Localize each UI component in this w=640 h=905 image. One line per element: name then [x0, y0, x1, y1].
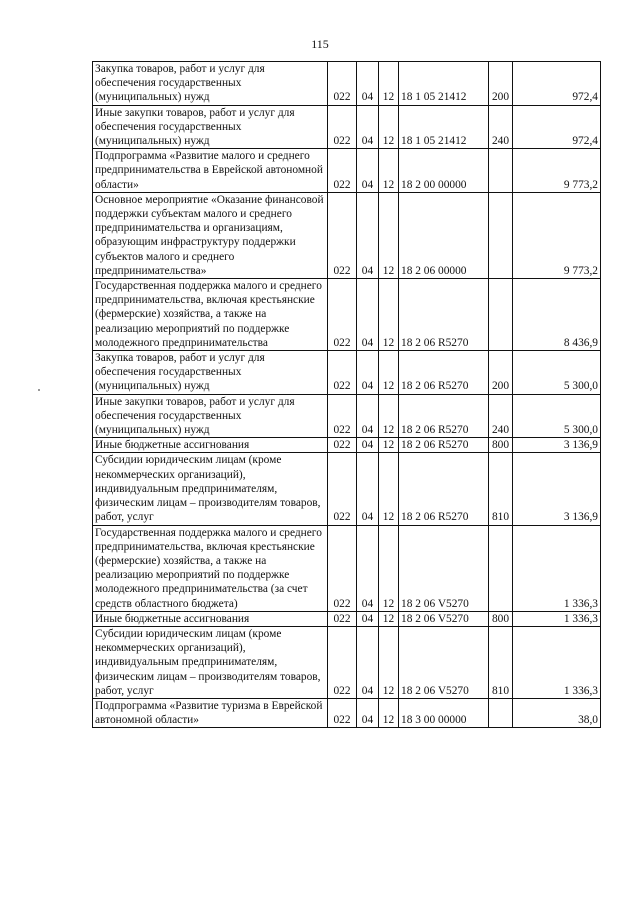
section-code: 04: [357, 192, 379, 278]
table-row: [93, 626, 601, 698]
target-article: 18 2 06 00000: [399, 192, 489, 278]
target-article: 18 2 06 V5270: [399, 525, 489, 611]
ministry-code: 022: [328, 149, 357, 193]
row-name: Иные бюджетные ассигнования: [93, 438, 328, 453]
table-row: [93, 279, 601, 351]
target-article: 18 2 06 R5270: [399, 438, 489, 453]
section-code: 04: [357, 698, 379, 727]
ministry-code: 022: [328, 394, 357, 438]
amount: 5 300,0: [513, 394, 601, 438]
amount: 1 336,3: [513, 626, 601, 698]
section-code: 04: [357, 438, 379, 453]
ministry-code: 022: [328, 626, 357, 698]
subsection-code: 12: [379, 438, 399, 453]
ministry-code: 022: [328, 698, 357, 727]
expense-type: [489, 525, 513, 611]
expense-type: 810: [489, 453, 513, 525]
expense-type: 200: [489, 351, 513, 395]
expense-type: 240: [489, 105, 513, 149]
amount: 8 436,9: [513, 279, 601, 351]
row-name: Субсидии юридическим лицам (кроме некоммерческих организаций), индивидуальным предпринимателям, физическим лицам – производителям товаров, работ, услуг: [93, 626, 328, 698]
expense-type: [489, 698, 513, 727]
row-name: Субсидии юридическим лицам (кроме некоммерческих организаций), индивидуальным предпринимателям, физическим лицам – производителям товаров, работ, услуг: [93, 453, 328, 525]
scan-speck: [38, 389, 40, 391]
subsection-code: 12: [379, 279, 399, 351]
table-row: [93, 611, 601, 626]
section-code: 04: [357, 279, 379, 351]
table-row: [93, 525, 601, 611]
target-article: 18 1 05 21412: [399, 105, 489, 149]
row-name: Подпрограмма «Развитие малого и среднего предпринимательства в Еврейской автономной области»: [93, 149, 328, 193]
ministry-code: 022: [328, 611, 357, 626]
expense-type: [489, 192, 513, 278]
table-row: [93, 105, 601, 149]
amount: 1 336,3: [513, 525, 601, 611]
table-row: [93, 351, 601, 395]
subsection-code: 12: [379, 149, 399, 193]
target-article: 18 2 06 V5270: [399, 611, 489, 626]
section-code: 04: [357, 626, 379, 698]
expense-type: 200: [489, 62, 513, 106]
expense-type: 800: [489, 438, 513, 453]
amount: 972,4: [513, 105, 601, 149]
row-name: Иные бюджетные ассигнования: [93, 611, 328, 626]
subsection-code: 12: [379, 698, 399, 727]
target-article: 18 3 00 00000: [399, 698, 489, 727]
section-code: 04: [357, 105, 379, 149]
budget-table: [92, 61, 601, 728]
expense-type: 810: [489, 626, 513, 698]
ministry-code: 022: [328, 192, 357, 278]
subsection-code: 12: [379, 611, 399, 626]
subsection-code: 12: [379, 626, 399, 698]
target-article: 18 2 00 00000: [399, 149, 489, 193]
row-name: Государственная поддержка малого и среднего предпринимательства, включая крестьянские (фермерские) хозяйства, а также на реализацию мероприятий по поддержке молодежного предпринимательства: [93, 279, 328, 351]
table-body: [93, 62, 601, 728]
section-code: 04: [357, 453, 379, 525]
amount: 38,0: [513, 698, 601, 727]
target-article: 18 2 06 V5270: [399, 626, 489, 698]
section-code: 04: [357, 611, 379, 626]
target-article: 18 2 06 R5270: [399, 351, 489, 395]
table-row: [93, 62, 601, 106]
section-code: 04: [357, 394, 379, 438]
section-code: 04: [357, 351, 379, 395]
amount: 9 773,2: [513, 149, 601, 193]
ministry-code: 022: [328, 525, 357, 611]
target-article: 18 2 06 R5270: [399, 453, 489, 525]
ministry-code: 022: [328, 438, 357, 453]
amount: 5 300,0: [513, 351, 601, 395]
expense-type: [489, 149, 513, 193]
subsection-code: 12: [379, 525, 399, 611]
table-row: [93, 438, 601, 453]
section-code: 04: [357, 525, 379, 611]
ministry-code: 022: [328, 279, 357, 351]
target-article: 18 2 06 R5270: [399, 394, 489, 438]
subsection-code: 12: [379, 62, 399, 106]
ministry-code: 022: [328, 62, 357, 106]
subsection-code: 12: [379, 453, 399, 525]
row-name: Основное мероприятие «Оказание финансовой поддержки субъектам малого и среднего предпринимательства и организациям, образующим инфраструктуру поддержки субъектов малого и среднего предпринимательства»: [93, 192, 328, 278]
row-name: Закупка товаров, работ и услуг для обеспечения государственных (муниципальных) нужд: [93, 351, 328, 395]
subsection-code: 12: [379, 351, 399, 395]
table-row: [93, 698, 601, 727]
target-article: 18 1 05 21412: [399, 62, 489, 106]
row-name: Закупка товаров, работ и услуг для обеспечения государственных (муниципальных) нужд: [93, 62, 328, 106]
table-row: [93, 192, 601, 278]
subsection-code: 12: [379, 105, 399, 149]
amount: 3 136,9: [513, 438, 601, 453]
amount: 3 136,9: [513, 453, 601, 525]
row-name: Государственная поддержка малого и среднего предпринимательства, включая крестьянские (фермерские) хозяйства, а также на реализацию мероприятий по поддержке молодежного предпринимательства (за счет средств областного бюджета): [93, 525, 328, 611]
page-number: 115: [311, 37, 329, 51]
expense-type: 240: [489, 394, 513, 438]
target-article: 18 2 06 R5270: [399, 279, 489, 351]
subsection-code: 12: [379, 192, 399, 278]
subsection-code: 12: [379, 394, 399, 438]
table-row: [93, 149, 601, 193]
table-row: [93, 453, 601, 525]
ministry-code: 022: [328, 453, 357, 525]
amount: 972,4: [513, 62, 601, 106]
section-code: 04: [357, 149, 379, 193]
table-row: [93, 394, 601, 438]
row-name: Иные закупки товаров, работ и услуг для обеспечения государственных (муниципальных) нужд: [93, 394, 328, 438]
amount: 9 773,2: [513, 192, 601, 278]
expense-type: [489, 279, 513, 351]
ministry-code: 022: [328, 351, 357, 395]
row-name: Подпрограмма «Развитие туризма в Еврейской автономной области»: [93, 698, 328, 727]
amount: 1 336,3: [513, 611, 601, 626]
ministry-code: 022: [328, 105, 357, 149]
section-code: 04: [357, 62, 379, 106]
expense-type: 800: [489, 611, 513, 626]
row-name: Иные закупки товаров, работ и услуг для обеспечения государственных (муниципальных) нужд: [93, 105, 328, 149]
